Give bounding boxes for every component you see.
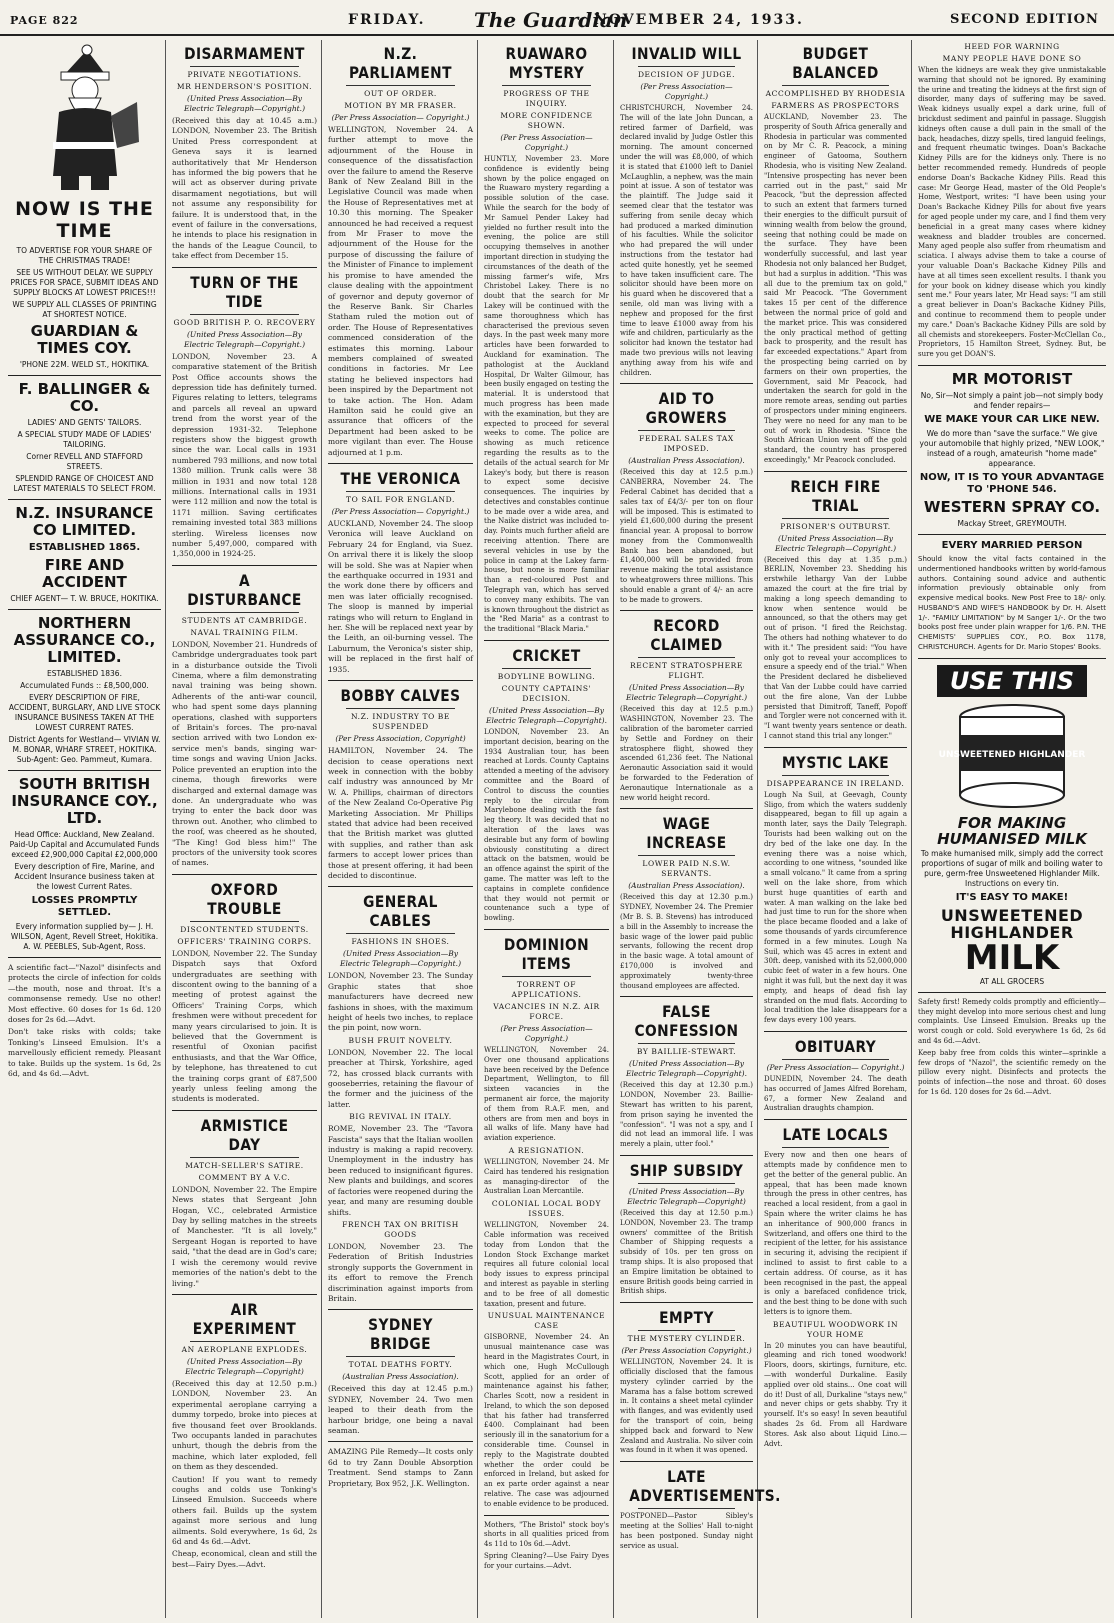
caution-ad: Caution! If you want to remedy coughs and colds use Tonking's Linseed Emulsion. Succeeds where others fail. Builds up the system against more serious and lung ailments. Sold everywhere, 1s 6d, 2s 6d and 4s 6d.—Advt. <box>172 1474 317 1546</box>
late-ads-body: POSTPONED—Pastor Sibley's meeting at the Sollies' Hall to-night has been postponed. Sunday night service as usual. <box>620 1512 753 1550</box>
south-british-line-3: LOSSES PROMPTLY SETTLED. <box>31 895 138 918</box>
dominion-body-4: GISBORNE, November 24. An unusual maintenance case was heard in the Magistrates Court, in which one, Hugh McCullough Scott, applied for an order of maintenance against his father, Charles Scott, now a resident in Ireland, to which the son deposed that his father had transferred £400. Complainant had been seriously ill in the sanatorium for a considerable time. Counsel in reply to the Magistrate doubted whether the order could be enforced in Ireland, but asked for an ex parte order against a near relative. The case was adjourned to enable evidence to be produced. <box>484 1333 609 1508</box>
motorist-ad <box>918 371 1106 529</box>
parliament-credit: (Per Press Association— Copyright.) <box>331 113 470 122</box>
cables-body-1: LONDON, November 23. The Sunday Graphic states that shoe manufacturers have decreed new fashions in shoes, with the maximum height of heels two inches, to replace the pin point, now worn. <box>328 971 473 1033</box>
ballinger-line-3: Corner REVELL AND STAFFORD STREETS. <box>26 452 143 471</box>
record-headline: RECORD CLAIMED <box>650 616 723 655</box>
milk-tin-label: UNSWEETENED HIGHLANDER <box>938 749 1086 760</box>
ruawaro-body: HUNTLY, November 23. More confidence is evidently being shown by the police engaged on the Ruawaro mystery regarding a possible solution of the case. While the search for the body of Mr Samuel Pender Lakey had yielded no further result into the evening, the police are still occupying themselves in another important direction in studying the circumstances of the death of the missing farmer's wife, Mrs Christobel Lakey. There is no doubt that the search for Mr Lakey will be continued with the same thoroughness which has characterised the previous seven days. In the past week many more articles have been forwarded to Auckland for examination. The pathologist at the Auckland Hospital, Dr Walter Gilmour, has been busily engaged on testing the material. It is understood that much progress has been made with the examination, but they are expected to proceed for several weeks to come. The police are showing as much reticence regarding the results as to the details of the actual search for Mr Lakey's body, but there is reason to expect some decisive consequences. The inquiries by detectives and constables continue to be made over a wide area, and the Naike district was included to-day. Points much further afield are receiving attention. There are several vehicles in use by the police in camp at the Lakey farm-house, but none is more familiar than a red-coloured Post and Telegraph van, which has served to convey many exhibits. The van is known throughout the district as the "Red Maria" as a contrast to the traditional "Black Maria." <box>484 155 610 634</box>
ballinger-name: F. BALLINGER & CO. <box>18 380 151 415</box>
use-this-banner: USE THIS <box>937 665 1087 697</box>
christmas-ad-printing: WE SUPPLY ALL CLASSES OF PRINTING AT SHORTEST NOTICE. <box>12 300 157 319</box>
dominion-body-2: WELLINGTON, November 24. Mr Caird has tendered his resignation as managing-director of the Australian Loan Mercantile. <box>484 1157 609 1196</box>
will-credit: (Per Press Association— Copyright.) <box>640 82 733 101</box>
tide-headline: TURN OF THE TIDE <box>190 272 299 311</box>
northern-line-1: EVERY DESCRIPTION OF FIRE, ACCIDENT, BURGLARY, AND LIVE STOCK INSURANCE BUSINESS TAKEN AT THE LOWEST CURRENT RATES. <box>8 693 161 732</box>
safety-first-ad: Safety first! Remedy colds promptly and efficiently—they might develop into more serious chest and lung complaints. Use Linseed Emulsion. Breaks up the worst cough or cold. Sold everywhere 1s 6d, 2s 6d and 4s 6d.—Advt. <box>918 997 1106 1046</box>
south-british-line-2: Every description of Fire, Marine, and Accident Insurance business taken at the lowest Current Rates. <box>14 862 155 891</box>
milk-tin-icon <box>937 701 1087 811</box>
late-ads-headline: LATE ADVERTISEMENTS. <box>629 1467 781 1506</box>
will-headline: INVALID WILL <box>631 44 742 63</box>
milk-stockists: AT ALL GROCERS <box>979 976 1045 986</box>
sydney-bridge-headline: SYDNEY BRIDGE <box>368 1315 433 1354</box>
armistice-headline: ARMISTICE DAY <box>200 1115 289 1154</box>
dominion-subhead-3: A RESIGNATION. <box>508 1145 585 1155</box>
northern-funds: Accumulated Funds :: £8,500,000. <box>20 681 149 690</box>
growers-subhead: FEDERAL SALES TAX IMPOSED. <box>639 434 734 454</box>
cables-credit: (United Press Association—By Electric Telegraph—Copyright.) <box>339 949 461 969</box>
record-subhead: RECENT STRATOSPHERE FLIGHT. <box>630 661 743 681</box>
ruawaro-subhead-1: PROGRESS OF THE INQUIRY. <box>503 89 590 108</box>
budget-subhead-1: ACCOMPLISHED BY RHODESIA <box>765 89 906 98</box>
cricket-subhead-1: BODYLINE BOWLING. <box>497 672 596 682</box>
heed-warning-title: HEED FOR WARNING <box>964 42 1060 51</box>
edition-label: SECOND EDITION <box>950 12 1099 27</box>
masthead-date: NOVEMBER 24, 1933. <box>594 12 804 28</box>
column-3 <box>324 40 478 1618</box>
ruawaro-headline: RUAWARO MYSTERY <box>505 44 588 82</box>
budget-body: AUCKLAND, November 23. The prosperity of South Africa generally and Rhodesia in particular was commented on by Mr C. R. Peacock, a mining engineer of Gatooma, Southern Rhodesia, who is visiting New Zealand. "Intensive prospecting has never been carried out in the past," said Mr Peacock, "but the depression affected to such an extent that farmers turned their energies to the difficult pursuit of winning wealth from below the ground, seeing that nothing could be made on the surface. They have been wonderfully successful, and last year Rhodesia not only balanced her Budget, but had a surplus in addition. "This was all due to the premium tax on gold," said Mr Peacock. "The Government takes 15 per cent of the difference between the normal price of gold and the market price. This was considered the only practical method of getting back to prosperity, and the result has far exceeded expectations." Apart from the prospecting being carried on by farmers on their own properties, the Government, said Mr Peacock, had undertaken the search for gold in the more remote areas, sending out parties of prospectors under mining engineers. They were no need for any man to be out of work in Rhodesia. "Since the South African Union went off the gold standard, the country has prospered exceedingly," Mr Peacock concluded. <box>764 113 907 464</box>
dominion-subhead-2: VACANCIES IN N.Z. AIR FORCE. <box>493 1001 600 1021</box>
heed-warning-subtitle: MANY PEOPLE HAVE DONE SO <box>942 54 1082 63</box>
tide-credit: (United Press Association—By Electric Telegraph—Copyright.) <box>183 329 305 349</box>
cables-body-3: ROME, November 23. The "Tavora Fascista" says that the Italian woollen industry is making a rapid recovery. Unemployment in the industry has been reduced to insignificant figures. New plants and buildings, and scores of factories were reopened during the year, and many are resuming double shifts. <box>328 1124 473 1217</box>
disarmament-credit: (United Press Association—By Electric Telegraph—Copyright.) <box>183 94 305 113</box>
woodwork-subhead: BEAUTIFUL WOODWORK IN YOUR HOME <box>772 1319 899 1339</box>
column-1 <box>4 40 166 1618</box>
oxford-body: LONDON, November 22. The Sunday Dispatch says that Oxford undergraduates are seething with discontent owing to the banning of a meeting of protest against the Officers' Training Corps, which freshmen were without precedent for many years circularised to join. It is believed that the Government is resentful of Oxonian pacifist enthusiasts, and that the War Office, by telephone, has threatened to cut the training corps grant of £87,500 yearly unless feeling among the students is moderated. <box>172 948 317 1104</box>
reich-headline: REICH FIRE TRIAL <box>790 476 881 515</box>
milk-instructions: To make humanised milk, simply add the correct proportions of sugar of milk and boiling water to pure, germ-free Unsweetened Highlander Milk. Instructions on every tin. <box>920 848 1104 888</box>
obituary-credit: (Per Press Association— Copyright.) <box>766 1062 905 1072</box>
column-5 <box>616 40 781 1618</box>
nazol-baby-ad: Keep baby free from colds this winter—sprinkle a few drops of "Nazol", the scientific remedy on the pillow every night. Disinfects and protects the points of infection—the nose and throat. 60 doses for 1s 6d. 120 doses for 2s 6d.—Advt. <box>918 1048 1106 1097</box>
bristol-shorts-ad: Mothers, "The Bristol" stock boy's shorts in all qualities priced from 4s 11d to 10s 6d.—Advt. <box>484 1520 609 1549</box>
cables-subhead-2: BUSH FRUIT NOVELTY. <box>348 1035 453 1045</box>
northern-established: ESTABLISHED 1836. <box>47 669 122 678</box>
dominion-headline: DOMINION ITEMS <box>503 934 590 973</box>
parliament-headline: N.Z. PARLIAMENT <box>349 44 452 82</box>
parliament-subhead-1: OUT OF ORDER. <box>364 89 437 98</box>
south-british-line-4: Every information supplied by— J. H. WILSON, Agent, Revell Street, Hokitika. A. W. PEEBLES, Sub-Agent, Ross. <box>10 922 159 951</box>
cables-subhead-1: FASHIONS IN SHOES. <box>351 937 450 947</box>
motorist-line-2: WE MAKE YOUR CAR LIKE NEW. <box>924 413 1100 425</box>
air-credit: (United Press Association—By Electric Telegraph—Copyright) <box>185 1356 304 1376</box>
northern-assurance-ad <box>8 615 161 765</box>
oxford-subhead-2: OFFICERS' TRAINING CORPS. <box>177 936 312 946</box>
western-spray-company: WESTERN SPRAY CO. <box>923 497 1101 516</box>
tide-subhead: GOOD BRITISH P. O. RECOVERY <box>173 317 316 327</box>
disarmament-body: (Received this day at 10.45 a.m.) LONDON, November 23. The British United Press correspondent at Geneva says it is learned authoritatively that Mr Henderson has informed the big powers that he will act as observer during private disarmament negotiations, but will not assume any responsibility for failure. It is understood that, in the event of failure in the conversations, he intends to place his resignation in the hands of the League Council, to take effect from December 15. <box>172 116 317 261</box>
northern-agents: District Agents for Westland— VIVIAN W. M. BONAR, WHARF STREET, HOKITIKA. Sub-Agent: Geo. Pammeut, Kumara. <box>8 735 161 764</box>
empty-credit: (Per Press Association Copyright.) <box>621 1346 752 1356</box>
parliament-body: WELLINGTON, November 24. A further attempt to move the adjournment of the House in consequence of the dissatisfaction over the failure to amend the Reserve Bank of New Zealand Bill in the Legislative Council was made when the House of Representatives met at 10.30 this morning. The Speaker announced he had received a request from Mr Fraser to move the adjournment of the House for the purpose of discussing the failure of the Minister of Finance to implement his promise to have amended the clause dealing with the appointment of governor and deputy governor of the Reserve Bank. Sir Charles Statham ruled the motion out of order. The House of Representatives commenced consideration of the estimates this morning. Labour members complained of sweated conditions in factories. Mr Lee stating he believed inspectors had been inspired by the Department not to take action. The Hon. Adam Hamilton said he could give an assurance that officers of the Department had been asked to be more vigilant than ever. The House adjourned at 1 p.m. <box>328 125 473 457</box>
guardian-times-address: 'PHONE 22M. WELD ST., HOKITIKA. <box>19 360 150 369</box>
milk-slogan: FOR MAKING HUMANISED MILK <box>937 813 1087 848</box>
dominion-subhead-5: UNUSUAL MAINTENANCE CASE <box>487 1311 606 1331</box>
married-title: EVERY MARRIED PERSON <box>941 539 1083 551</box>
dominion-subhead-1: TORRENT OF APPLICATIONS. <box>511 979 582 999</box>
growers-credit: (Australian Press Association). <box>628 456 745 466</box>
locals-headline: LATE LOCALS <box>782 1125 889 1145</box>
milk-easy: IT'S EASY TO MAKE! <box>955 891 1069 903</box>
western-spray-address: Mackay Street, GREYMOUTH. <box>957 518 1067 528</box>
ruawaro-credit: (Per Press Association—Copyright.) <box>500 133 593 152</box>
growers-headline: AID TO GROWERS <box>645 389 728 428</box>
nz-insurance-line: FIRE AND ACCIDENT <box>42 556 127 591</box>
air-body: (Received this day at 12.50 p.m.) LONDON, November 23. An experimental aeroplane carrying a dummy torpedo, broke into pieces at five thousand feet over Brooklands. Two occupants landed in parachutes unhurt, though the debris from the machine, which later exploded, fell on them as they descended. <box>172 1378 317 1472</box>
nazol-ad: A scientific fact—"Nazol" disinfects and protects the circle of infection for colds—the mouth, nose and throat. It's a commonsense remedy. Use no other! Most effective. 60 doses for 1s 6d. 120 doses for 2s 6d.—Advt. <box>8 963 161 1025</box>
cricket-body: LONDON, November 23. An important decision, bearing on the 1934 Australian tour, has been reached at Lords. County Captains attended a meeting of the advisory committee and the Board of Control to discuss the counties reply to the circular from Marylebone dealing with the fast leg theory. It was decided that no alteration of the laws was desirable but any form of bowling obviously constituting a direct attack on the batsmen, would be an offence against the spirit of the game. The matter was left to the captains in complete confidence that they would not permit or countenance such a type of bowling. <box>484 728 609 923</box>
empty-body: WELLINGTON, November 24. It is officially disclosed that the famous mystery cylinder carried by the Marama has a false bottom screwed in. It contains a sheet metal cylinder with flanges, and was evidently used for the transport of coin, being shipped back and forward to New Zealand and Australia. No silver coin was found in it when it was opened. <box>620 1358 753 1455</box>
oxford-subhead-1: DISCONTENTED STUDENTS. <box>180 924 309 934</box>
pile-remedy-ad: AMAZING Pile Remedy—It costs only 6d to try Zann Double Absorption Treatment. Send stamps to Zann Proprietary, Box 952, J.K. Wellington. <box>328 1447 473 1488</box>
oxford-headline: OXFORD TROUBLE <box>207 879 282 918</box>
ballinger-ad <box>8 381 161 494</box>
wage-body: (Received this day at 12.30 p.m.) SYDNEY, November 24. The Premier (Mr B. S. B. Stevens) has introduced a bill in the Assembly to increase the basic wage of the lower paid public servants, following the recent drop in the basic wage. A total amount of £170,000 is involved and approximately twenty-three thousand employees are affected. <box>620 893 753 990</box>
column-2 <box>168 40 322 1618</box>
christmas-ad-offer: SEE US WITHOUT DELAY. WE SUPPLY PRICES FOR SPACE, SUBMIT IDEAS AND SUPPLY BLOCKS AT LOWEST PRICES!!! <box>10 268 159 297</box>
tide-body: LONDON, November 23. A comparative statement of the British Post Office accounts shows the depression tide has definitely turned. Figures relating to letters, telegrams and parcels all reveal an upward trend from the worst year of the depression 1931-32. Telephone registers show the biggest growth since the war. Local calls in 1931 numbered 793 millions, and now total 1380 million. Trunk calls were 38 million in 1931 and now total 128 millions. International calls in 1931 were 112 million and now the total is 1171 million. Saving certificates remaining invested total 383 millions sterling. Wireless licenses now number 5,497,000, compared with 1,350,000 in 1924-25. <box>172 351 317 559</box>
motorist-line-3: We do more than "save the surface." We give your automobile that highly prized, "NEW LOOK," instead of a rough, amateurish "home made" appearance. <box>919 428 1105 468</box>
south-british-line-1: Head Office: Auckland, New Zealand. Paid-Up Capital and Accumulated Funds exceed £2,900,000 Capital £2,000,000 <box>9 830 160 859</box>
veronica-headline: THE VERONICA <box>340 469 461 488</box>
wage-credit: (Australian Press Association). <box>628 881 745 891</box>
veronica-body: AUCKLAND, November 24. The sloop Veronica will leave Auckland on February 24 for England, via Suez. On arrival there it is likely the sloop will be sold. She was at Napier when the earthquake occurred in 1931 and the work done there by officers and men was later officially recognised. The sloop is manned by imperial ratings who will return to England in her. She will be replaced next year by the Leith, an oil-burning vessel. The Laburnum, the Veronica's sister ship, will be replaced in the first half of 1935. <box>328 519 473 674</box>
record-body: (Received this day at 12.5 p.m.) WASHINGTON, November 23. The calibration of the barometer carried by Settle and Fordney on their stratosphere flight, showed they ascended 61,236 feet. The National Aeronautic Association said it would be forwarded to the Federation of Aeronautique Internationale as a new world height record. <box>620 705 753 802</box>
ruawaro-subhead-2: MORE CONFIDENCE SHOWN. <box>500 111 593 130</box>
disturbance-subhead-1: STUDENTS AT CAMBRIDGE. <box>181 615 308 625</box>
veronica-subhead: TO SAIL FOR ENGLAND. <box>346 495 455 504</box>
spring-cleaning-ad: Spring Cleaning?—Use Fairy Dyes for your curtains.—Advt. <box>484 1552 609 1570</box>
cricket-credit: (United Press Association—By Electric Telegraph—Copyright). <box>485 706 607 726</box>
parliament-subhead-2: MOTION BY MR FRASER. <box>344 101 457 110</box>
cables-body-4: LONDON, November 23. The Federation of British Industries strongly supports the Government in its effort to remove the French discrimination against imports from Britain. <box>328 1241 473 1303</box>
ballinger-line-1: LADIES' AND GENTS' TAILORS. <box>27 418 142 427</box>
dominion-credit: (Per Press Association— Copyright.) <box>500 1023 593 1043</box>
northern-name: NORTHERN ASSURANCE CO., LIMITED. <box>13 614 156 666</box>
cricket-subhead-2: COUNTY CAPTAINS' DECISION. <box>501 684 592 704</box>
heed-warning-body: When the kidneys are weak they give unmistakable warning that should not be ignored. By examining the urine and treating the kidneys at the first sign of disorder, many days of suffering may be saved. Weak kidneys usually expel a dark urine, full of brickdust sediment and painful in passage. Sluggish kidneys often cause a dull pain in the small of the back, headaches, dizzy spells, tired languid feelings, and frequent rheumatic twinges. Doan's Backache Kidney Pills are for the kidneys only. There is no better recommended remedy. Hundreds of people endorse Doan's Backache Kidney Pills. Read this case: Mr George Head, master of the Old People's Home, Westport, writes: "I have been using your Doan's Backache Kidney Pills for about five years for aged people under my care, and I find them very beneficial in a great many cases where kidney weakness and bladder troubles are concerned. Many aged people also suffer from rheumatism and sciatica. I always advise them to take a course of your valuable Doan's Backache Kidney Pills and have at all times seen excellent results. I thank you for your book on kidney disease which you kindly sent me." Four years later, Mr Head says: "I am still a great believer in Doan's Backache Kidney Pills, and continue to recommend them to people under my care." Doan's Backache Kidney Pills are sold by all chemists and storekeepers. Foster-McClellan Co., Proprietors, 15 Hamilton Street, Sydney. But, be sure you get DOAN'S. <box>918 66 1106 359</box>
armistice-subhead-2: COMMENT BY A V.C. <box>198 1172 291 1182</box>
reich-credit: (United Press Association—By Electric Telegraph—Copyright.) <box>774 533 896 553</box>
south-british-name: SOUTH BRITISH INSURANCE COY., LTD. <box>11 775 158 827</box>
growers-body: (Received this day at 12.5 p.m.) CANBERRA, November 24. The Federal Cabinet has decided that a sales tax of £4/3/- per ton on flour will be imposed. This is estimated to yield £1,600,000 during the present financial year. A proposal to borrow money from the Commonwealth Bank has been abandoned, but £1,400,000 will be provided from revenue making the total assistance to wheatgrowers three millions. This should enable a grant of 4/- an acre to be made to growers. <box>620 468 753 604</box>
reich-subhead: PRISONER'S OUTBURST. <box>780 521 891 531</box>
mystic-subhead: DISAPPEARANCE IN IRELAND. <box>766 778 905 788</box>
milk-brand-1: UNSWEETENED <box>940 905 1084 925</box>
fairy-dyes-ad: Cheap, economical, clean and still the best—Fairy Dyes.—Advt. <box>172 1549 317 1569</box>
reich-body: (Received this day at 1.35 p.m.) BERLIN, November 23. Shedding his erstwhile lethargy Van der Lubbe amazed the court at the fire trial by making a long speech demanding to know when sentence would be announced, so that the others may get out of prison. "I fired the Reichstag. The others had nothing whatever to do with it." The president said: "You have only got to reveal your accomplices to ensure a speedy end of the trial." When the President declared he disbelieved that Van der Lubbe could have carried out the fire alone, Van der Lubbe persisted that Dimitroff, Taneff, Popoff and Torgler were not concerned with it. "I want twenty years sentence or death. I cannot stand this trial any longer." <box>764 555 907 741</box>
locals-body: Every now and then one hears of attempts made by confidence men to get the better of the general public. An appeal, that has been made known through the press in other centres, has reached a local resident, from a gaol in Spain where the writer claims he has an inheritance of 900,000 francs in Switzerland, and offers one third to the recipient of the letter, for his assistance in securing it, advising the recipient if inclined to assist to first cable to a certain address. Of course, as it has been recognised in the past, the appeal is only a barefaced confidence trick, and the best thing to be done with such letters is to ignore them. <box>764 1151 907 1316</box>
record-credit: (United Press Association—By Electric Telegraph—Copyright.) <box>625 683 747 703</box>
milk-ad <box>918 665 1106 987</box>
mystic-headline: MYSTIC LAKE <box>781 752 890 772</box>
married-body: Should know the vital facts contained in the undermentioned handbooks written by world-famous authors. Containing sound advice and authentic information previously obtainable only from expensive medical books. New Post Free to 18/- only. HUSBAND'S AND WIFE'S HANDBOOK by Dr. H. Alsett 1/-. "FAMILY LIMITATION" by M Sanger 1/-. Or the two books post free under plain wrapper for 1/6. P.N. THE CHEMISTS' SUPPLIES COY., P.O. Box 1178, CHRISTCHURCH. Agents for Dr. Mario Stopes' Books. <box>918 554 1106 652</box>
empty-subhead: THE MYSTERY CYLINDER. <box>627 1334 746 1344</box>
confession-credit: (United Press Association—By Electric Telegraph—Copyright). <box>625 1059 747 1079</box>
disarmament-headline: DISARMAMENT <box>184 44 305 63</box>
ballinger-line-4: SPLENDID RANGE OF CHOICEST AND LATEST MATERIALS TO SELECT FROM. <box>13 474 156 493</box>
budget-subhead-2: FARMERS AS PROSPECTORS <box>771 101 900 110</box>
woodwork-body: In 20 minutes you can have beautiful, gleaming and rich toned woodwork! Floors, doors, skirtings, furniture, etc.—with wonderful Durkaline. Easily applied over old stains... One coat will do it! Dust of all, Durkaline "stays new," and never chips or gets shabby. Try it yourself. It's so easy! In seven beautiful shades 2s 6d. From all Hardware Stores. Ask also about Liquid Lino.—Advt. <box>764 1341 907 1448</box>
air-headline: AIR EXPERIMENT <box>192 1299 297 1338</box>
calves-body: HAMILTON, November 24. The decision to cease operations next week in connection with the bobby calf industry was announced by Mr W. A. Phillips, chairman of directors of the New Zealand Co-Operative Pig Marketing Association. Mr Phillips stated that advice had been received that the British market was glutted with supplies, and rather than ask farmers to accept lower prices than those at present offering, it had been decided to discontinue. <box>328 746 473 880</box>
obituary-body: DUNEDIN, November 24. The death has occurred of James Alfred Boreham, 67, a former New Zealand and Australian draughts champion. <box>764 1074 907 1113</box>
air-subhead: AN AEROPLANE EXPLODES. <box>181 1344 308 1354</box>
budget-headline: BUDGET BALANCED <box>792 44 879 82</box>
calves-headline: BOBBY CALVES <box>340 686 461 706</box>
column-7 <box>914 40 1110 1618</box>
nz-insurance-name: N.Z. INSURANCE CO LIMITED. <box>15 504 154 539</box>
christmas-ad-text: TO ADVERTISE FOR YOUR SHARE OF THE CHRISTMAS TRADE! <box>16 246 153 265</box>
subsidy-credit: (United Press Association—By Electric Telegraph—Copyright) <box>627 1186 746 1206</box>
column-6 <box>760 40 912 1618</box>
married-ad <box>918 540 1106 653</box>
nz-insurance-agent: CHIEF AGENT— T. W. BRUCE, HOKITIKA. <box>10 594 159 603</box>
subsidy-body: (Received this day at 12.50 p.m.) LONDON, November 23. The tramp owners' committee of the British Chamber of Shipping requests a subsidy of 10s. per ten gross on tramp ships. It is also proposed that an Empire limitation be obtained to ensure British goods being carried in British ships. <box>620 1208 753 1296</box>
dominion-body-1: WELLINGTON, November 24. Over one thousand applications have been received by the Defence Department, Wellington, to fill sixteen vacancies in the permanent air force, the majority of them from R.A.F. men, and others are from men and boys in all walks of life. Many have had aviation experience. <box>484 1045 609 1143</box>
south-british-ad <box>8 776 161 952</box>
subsidy-headline: SHIP SUBSIDY <box>629 1160 744 1180</box>
calves-credit: (Per Press Association, Copyright) <box>335 734 466 744</box>
disarmament-subhead-1: PRIVATE NEGOTIATIONS. <box>187 70 302 79</box>
page-number: PAGE 822 <box>10 14 79 27</box>
milk-brand-3: MILK <box>964 937 1060 978</box>
veronica-credit: (Per Press Association— Copyright.) <box>331 507 470 516</box>
disturbance-subhead-2: NAVAL TRAINING FILM. <box>190 627 299 637</box>
confession-body: (Received this day at 12.30 p.m.) LONDON, November 23. Baillie-Stewart has written to his parent, from prison saying he invented the "confession". "I was not a spy, and I did not lead an immoral life. I was merely a plain, utter fool." <box>620 1081 753 1149</box>
dominion-subhead-4: COLONIAL LOCAL BODY ISSUES. <box>491 1199 602 1219</box>
column-4 <box>480 40 614 1618</box>
ballinger-line-2: A SPECIAL STUDY MADE OF LADIES' TAILORING. <box>17 430 152 449</box>
masthead <box>0 4 1114 36</box>
calves-subhead: N.Z. INDUSTRY TO BE SUSPENDED <box>351 712 450 732</box>
sydney-bridge-credit: (Australian Press Association). <box>342 1372 459 1382</box>
disturbance-body: LONDON, November 21. Hundreds of Cambridge undergraduates took part in a disturbance outside the Tivoli Cinema, where a film demonstrating naval training was being shown. Adherents of the anti-war council, who had spent some days planning operations, clashed with supporters of Britain's forces. The pro-naval section arrived with two London ex-service men's bands, singing war-time songs and waving Union Jacks. Police prevented an eruption into the cinema, though fireworks were discharged and external damage was done. An undergraduate who was trying to enter the back door was thrown out. Another, who climbed to the roof, was cheered as he shouted, "The King! God bless him!" The proctors of the university took scores of names. <box>172 639 317 868</box>
newspaper-title: The Guardian <box>474 8 628 32</box>
christmas-ad-headline: NOW IS THE TIME <box>15 198 154 242</box>
cables-headline: GENERAL CABLES <box>363 892 438 931</box>
disarmament-subhead-2: MR HENDERSON'S POSITION. <box>176 82 313 91</box>
wage-headline: WAGE INCREASE <box>646 814 727 853</box>
will-body: CHRISTCHURCH, November 24. The will of the late John Duncan, a retired farmer of Darfield, was declared invalid by Judge Ostler this morning. The amount concerned under the will was £8,000, of which it is stated that £1000 left to Daniel McLaughlin, a nephew, was the main point at issue. A son of testator was the plaintiff. The Judge said it seemed clear that the testator was suffering from senile decay which had produced a marked diminution of his faculties. While the solicitor who had prepared the will under instructions from the testator had acted quite honestly, yet he seemed to have taken insufficient care. The solicitor should have been more on his guard when he discovered that a senile, old man was living with a nephew and proposed for the first time to leave £1000 away from his wife and children, particularly as the solicitor had known the testator had made two previous wills not leaving anything away from his wife and children. <box>620 104 753 377</box>
nz-insurance-ad <box>8 505 161 604</box>
mystic-body: Lough Na Suil, at Geevagh, County Sligo, from which the waters suddenly disappeared, began to fill up again a month later, says the Daily Telegraph. Tourists had been walking out on the dry bed of the lake one day. In the evening there was a noise which, according to one witness, "sounded like a small volcano." It came from a spring well on the lake shore, from which burst huge quantities of earth and water. A man walking on the lake bed had just time to run for the shore when the place became flooded and a lake of some thousands of yards circumference formed in a few minutes. Lough Na Suil, which was 45 acres in extent and 30ft. deep, vanished with its 52,000,000 cubic feet of water in a few hours. One night it was full, but the next day it was empty, and heaps of dead fish lay stranded on the mud flats. According to local tradition the lake disappears for a few days every 100 years. <box>764 790 908 1025</box>
sydney-bridge-body: (Received this day at 12.45 p.m.) SYDNEY, November 24. Two men leaped to their death from the harbour bridge, one being a naval seaman. <box>328 1384 473 1435</box>
sydney-bridge-subhead: TOTAL DEATHS FORTY. <box>348 1360 453 1370</box>
cables-subhead-3: BIG REVIVAL IN ITALY. <box>349 1112 452 1122</box>
guardian-times-company: GUARDIAN & TIMES COY. <box>30 322 139 357</box>
confession-subhead: BY BAILLIE-STEWART. <box>636 1047 737 1057</box>
nz-insurance-established: ESTABLISHED 1865. <box>28 542 141 553</box>
will-subhead: DECISION OF JUDGE. <box>637 70 736 79</box>
santa-claus-illustration <box>25 44 145 194</box>
christmas-ad <box>8 44 161 370</box>
cricket-headline: CRICKET <box>512 646 581 666</box>
milk-brand-2: HIGHLANDER <box>950 922 1074 942</box>
empty-headline: EMPTY <box>659 1308 714 1328</box>
confession-headline: FALSE CONFESSION <box>634 1002 739 1041</box>
dominion-body-3: WELLINGTON, November 24. Cable information was received today from London that the London Stock Exchange market requires all future colonial local body issues to express principal and interest as payable in sterling and to be free of all domestic taxation, present and future. <box>484 1221 609 1308</box>
motorist-line-4: NOW, IT IS TO YOUR ADVANTAGE TO 'PHONE 546. <box>919 471 1105 495</box>
disturbance-headline: A DISTURBANCE <box>187 570 302 609</box>
armistice-body: LONDON, November 22. The Empire News states that Sergeant John Hogan, V.C., celebrated Armistice Day by selling matches in the streets of Manchester. "It is all lovely," Sergeant Hogan is reported to have said, "that the dead are in God's care; I wish the ceremony would revive memories of the nation's debt to the living." <box>172 1184 317 1288</box>
obituary-headline: OBITUARY <box>794 1036 877 1056</box>
cables-body-2: LONDON, November 22. The local preacher at Thirsk, Yorkshire, aged 72, has crossed black currants with gooseberries, retaining the flavour of the former and the juiciness of the latter. <box>328 1047 473 1109</box>
motorist-title: MR MOTORIST <box>951 369 1073 388</box>
wage-subhead: LOWER PAID N.S.W. SERVANTS. <box>642 859 731 879</box>
cables-subhead-4: FRENCH TAX ON BRITISH GOODS <box>342 1219 459 1239</box>
armistice-subhead-1: MATCH-SELLER'S SATIRE. <box>185 1160 304 1170</box>
masthead-day: FRIDAY. <box>348 12 426 28</box>
tonking-ad: Don't take risks with colds; take Tonking's Linseed Emulsion. It's a marvellously efficient remedy. Pleasant to take. Builds up the system. 1s 6d, 2s 6d, and 4s 6d.—Advt. <box>8 1027 161 1079</box>
motorist-line-1: No, Sir—Not simply a paint job—not simply body and fender repairs— <box>920 390 1104 410</box>
